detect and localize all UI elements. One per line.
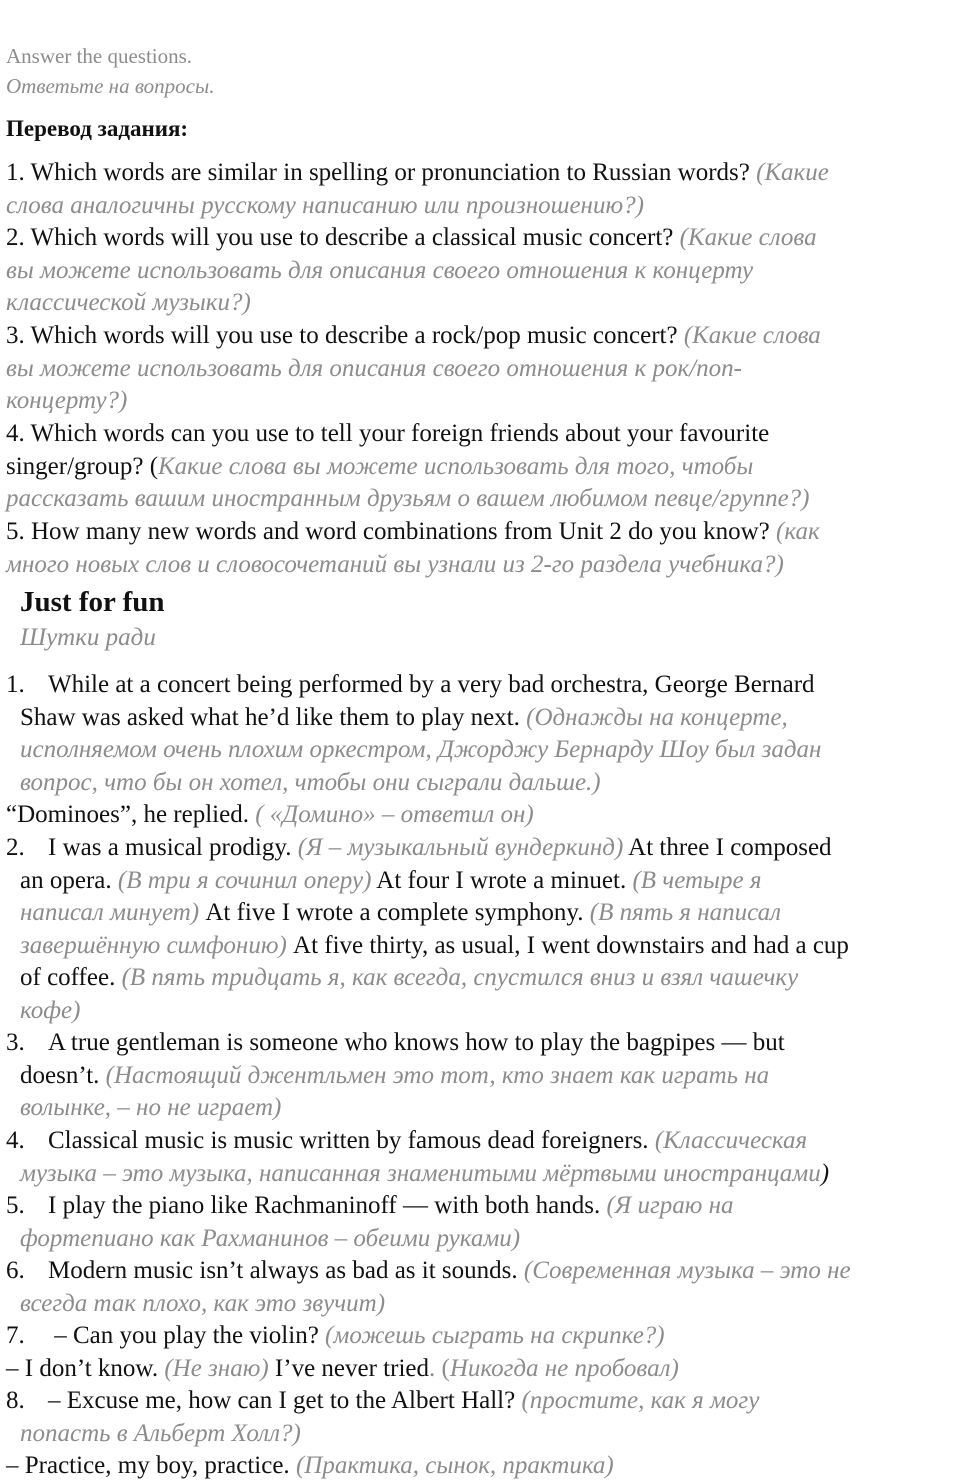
joke-translation: (Современная музыка – это не	[523, 1257, 851, 1284]
joke-translation: (Настоящий джентльмен это тот, кто знает как играть на	[105, 1061, 770, 1089]
joke-text: Modern music isn’t always as bad as it sounds.	[48, 1257, 524, 1284]
joke-translation: (Классическая	[654, 1127, 808, 1154]
question-item	[6, 418, 946, 516]
joke-text: At five I wrote a complete symphony.	[199, 899, 590, 927]
joke-translation: вопрос, что бы он хотел, чтобы они сыграли дальше.)	[20, 768, 601, 796]
joke-line	[6, 1158, 960, 1191]
joke-line	[6, 995, 960, 1028]
joke-translation: волынке, – но не играет)	[20, 1094, 282, 1122]
question-translation: вы можете использовать для описания своего отношения к рок/поп-	[6, 354, 742, 382]
question-text: 2. Which words will you use to describe a classical music concert?	[6, 224, 680, 251]
joke-number: 8.	[6, 1387, 25, 1414]
question-translation: (Какие слова	[679, 224, 817, 251]
joke-text: Shaw was asked what he’d like them to play next.	[20, 703, 527, 731]
joke-item	[6, 832, 960, 1028]
joke-line	[6, 702, 960, 735]
joke-item	[6, 1320, 960, 1385]
question-translation: вы можете использовать для описания своего отношения к концерту	[6, 256, 754, 284]
section-subtitle: Шутки ради	[20, 624, 156, 651]
question-line	[6, 353, 946, 386]
joke-line	[6, 865, 960, 898]
joke-item	[6, 1125, 960, 1190]
joke-item	[6, 1027, 960, 1125]
question-line	[6, 549, 946, 582]
question-translation: (Какие	[756, 159, 829, 186]
joke-item	[6, 1385, 960, 1483]
joke-number: 6.	[6, 1257, 25, 1284]
joke-translation: (В три я сочинил оперу)	[117, 866, 372, 894]
joke-text: At four I wrote a minuet.	[371, 866, 633, 894]
joke-line	[6, 1320, 960, 1353]
joke-translation: (В пять я написал	[589, 899, 782, 927]
question-line	[6, 255, 946, 288]
joke-item	[6, 1255, 960, 1320]
joke-translation: (В пять тридцать я, как всегда, спустился вниз и взял чашечку	[121, 964, 799, 992]
joke-number: 2.	[6, 834, 25, 861]
joke-translation: (Я – музыкальный вундеркинд)	[297, 834, 624, 861]
joke-line	[6, 734, 960, 767]
question-translation: классической музыки?)	[6, 289, 251, 317]
joke-translation: Никогда не пробовал)	[449, 1354, 679, 1382]
instruction-russian: Ответьте на вопросы.	[6, 74, 215, 98]
joke-number: 1.	[6, 671, 25, 698]
joke-text: A true gentleman is someone who knows how to play the bagpipes — but	[48, 1029, 785, 1056]
question-item	[6, 320, 946, 418]
joke-text: doesn’t.	[20, 1061, 106, 1089]
joke-line	[6, 767, 960, 800]
joke-text: At three I composed	[623, 834, 832, 861]
question-line	[6, 385, 946, 418]
joke-translation: кофе)	[20, 996, 81, 1024]
joke-line	[6, 1190, 960, 1223]
joke-text: Classical music is music written by famous dead foreigners.	[48, 1127, 655, 1154]
question-translation: слова аналогичны русскому написанию или произношению?)	[6, 191, 644, 219]
joke-text: At five thirty, as usual, I went downstairs and had a cup	[286, 931, 849, 959]
joke-line	[6, 1027, 960, 1060]
joke-translation: завершённую симфонию)	[20, 931, 287, 959]
joke-closing-paren: )	[820, 1159, 830, 1187]
question-translation: рассказать вашим иностранным друзьям о вашем любимом певце/группе?)	[6, 485, 810, 513]
joke-translation: (Однажды на концерте,	[526, 703, 788, 731]
question-translation: (Какие слова	[683, 322, 821, 349]
joke-line	[6, 1450, 960, 1483]
joke-line	[6, 930, 960, 963]
joke-translation: попасть в Альберт Холл?)	[20, 1419, 301, 1447]
question-line	[6, 157, 946, 190]
question-translation: концерту?)	[6, 387, 128, 415]
joke-line	[6, 1353, 960, 1386]
joke-translation: музыка – это музыка, написанная знаменитыми мёртвыми иностранцами	[20, 1159, 821, 1187]
question-item	[6, 516, 946, 581]
joke-translation: (Не знаю)	[164, 1354, 269, 1382]
question-line	[6, 483, 946, 516]
task-translation-heading: Перевод задания:	[6, 116, 189, 141]
joke-line	[6, 962, 960, 995]
question-line	[6, 222, 946, 255]
question-text: 4. Which words can you use to tell your foreign friends about your favourite	[6, 420, 770, 447]
question-text: 1. Which words are similar in spelling or pronunciation to Russian words?	[6, 159, 757, 186]
question-line	[6, 320, 946, 353]
joke-line	[6, 1125, 960, 1158]
question-line	[6, 451, 946, 484]
section-title: Just for fun	[20, 586, 165, 618]
joke-line	[6, 832, 960, 865]
joke-number: 5.	[6, 1192, 25, 1219]
joke-translation: написал минует)	[20, 899, 200, 927]
joke-text: I was a musical prodigy.	[48, 834, 298, 861]
joke-text: – I don’t know.	[6, 1354, 165, 1382]
instruction-english: Answer the questions.	[6, 44, 193, 68]
joke-translation: (В четыре я	[632, 866, 762, 894]
joke-translation: всегда так плохо, как это звучит)	[20, 1289, 386, 1317]
joke-line	[6, 1288, 960, 1321]
joke-line	[6, 897, 960, 930]
joke-line	[6, 1418, 960, 1451]
joke-line	[6, 1255, 960, 1288]
question-translation: много новых слов и словосочетаний вы узнали из 2-го раздела учебника?)	[6, 550, 784, 578]
question-line	[6, 418, 946, 451]
question-translation: Какие слова вы можете использовать для того, чтобы	[158, 452, 754, 480]
joke-text: an opera.	[20, 866, 118, 894]
question-text: 3. Which words will you use to describe a rock/pop music concert?	[6, 322, 684, 349]
joke-translation: фортепиано как Рахманинов – обеими руками)	[20, 1224, 521, 1252]
joke-line	[6, 1060, 960, 1093]
joke-number: 4.	[6, 1127, 25, 1154]
question-line	[6, 190, 946, 223]
joke-text: “Dominoes”, he replied.	[6, 801, 256, 829]
joke-translation: . (	[429, 1354, 450, 1382]
joke-line	[6, 799, 960, 832]
joke-text: of coffee.	[20, 964, 122, 992]
joke-text: – Practice, my boy, practice.	[6, 1452, 296, 1480]
joke-line	[6, 1385, 960, 1418]
joke-item	[6, 1190, 960, 1255]
joke-translation: (Я играю на	[606, 1192, 734, 1219]
joke-line	[6, 669, 960, 702]
joke-translation: (Практика, сынок, практика)	[295, 1452, 614, 1480]
question-line	[6, 516, 946, 549]
joke-line	[6, 1092, 960, 1125]
question-item	[6, 157, 946, 222]
joke-translation: (можешь сыграть на скрипке?)	[325, 1322, 665, 1349]
joke-item	[6, 669, 960, 832]
joke-text: – Can you play the violin?	[48, 1322, 326, 1349]
joke-number: 7.	[6, 1322, 25, 1349]
joke-text: – Excuse me, how can I get to the Albert Hall?	[48, 1387, 522, 1414]
question-text: 5. How many new words and word combinations from Unit 2 do you know?	[6, 518, 777, 545]
joke-number: 3.	[6, 1029, 25, 1056]
joke-text: I’ve never tried	[268, 1354, 429, 1382]
question-translation: (как	[776, 518, 820, 545]
joke-text: While at a concert being performed by a very bad orchestra, George Bernard	[48, 671, 815, 698]
question-item	[6, 222, 946, 320]
joke-translation: ( «Домино» – ответил он)	[255, 801, 534, 829]
joke-translation: исполняемом очень плохим оркестром, Джорджу Бернарду Шоу был задан	[20, 736, 822, 764]
question-text: singer/group? (	[6, 452, 159, 480]
question-line	[6, 287, 946, 320]
joke-translation: (простите, как я могу	[521, 1387, 760, 1414]
joke-line	[6, 1223, 960, 1256]
joke-text: I play the piano like Rachmaninoff — with both hands.	[48, 1192, 607, 1219]
